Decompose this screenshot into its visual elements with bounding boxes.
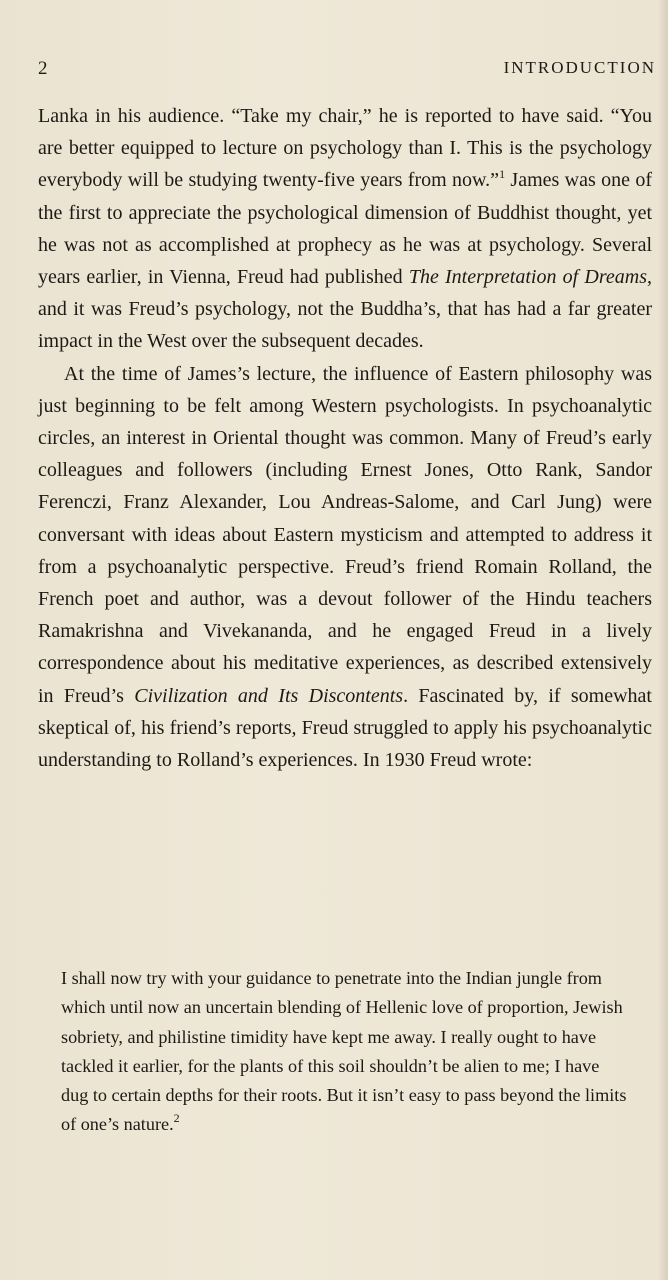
footnote-ref-2: 2: [173, 1111, 180, 1126]
book-title-interpretation-of-dreams: The Interpretation of Dreams: [408, 266, 647, 289]
paragraph-1-text-b: James was one of the first to appreciate the psychological dimension of Buddhist thought, yet he was not as accomplished at prophecy as he was at psychology. Several years earlier, in Vienna, Freud had published: [38, 169, 652, 289]
page-number: 2: [38, 58, 49, 79]
paragraph-2-text-a: At the time of James’s lecture, the influence of Eastern philosophy was just beginning to be felt among Western psychologists. In psychoanalytic circles, an interest in Oriental thought was common. Many of Freud’s early colleagues and followers (including Ernest Jones, Otto Rank, Sandor Ferenczi, Franz Alexander, Lou Andreas-Salome, and Carl Jung) were conversant with ideas about Eastern mysticism and attempted to address it from a psychoanalytic perspective. Freud’s friend Romain Rolland, the French poet and author, was a devout follower of the Hindu teachers Ramakrishna and Vivekananda, and he engaged Freud in a lively correspondence about his meditative experiences, as described extensively in Freud’s: [38, 362, 652, 707]
paragraph-1-text-a: Lanka in his audience. “Take my chair,” he is reported to have said. “You are better equipped to lecture on psychology than I. This is the psychology everybody will be studying twenty-five years from now.”: [38, 105, 652, 192]
footnote-ref-1: 1: [499, 167, 506, 182]
paragraph-2: [38, 358, 652, 777]
paragraph-1-text-c: , and it was Freud’s psychology, not the Buddha’s, that has had a far greater impact in the West over the subsequent decades.: [38, 266, 652, 353]
paragraph-2-text-b: . Fascinated by, if somewhat skeptical of, his friend’s reports, Freud struggled to apply his psychoanalytic understanding to Rolland’s experiences. In 1930 Freud wrote:: [38, 684, 652, 772]
book-title-civilization-and-its-discontents: Civilization and Its Discontents: [134, 684, 404, 707]
quote-text: I shall now try with your guidance to penetrate into the Indian jungle from which until now an uncertain blending of Hellenic love of proportion, Jewish sobriety, and philistine timidity have kept me away. I really ought to have tackled it earlier, for the plants of this soil shouldn’t be alien to me; I have dug to certain depths for their roots. But it isn’t easy to pass beyond the limits of one’s nature.: [61, 968, 627, 1135]
page-edge-shadow: [658, 0, 668, 1280]
body-text: [38, 100, 652, 776]
paragraph-1: [38, 100, 652, 358]
running-head: INTRODUCTION: [503, 58, 656, 77]
quote-paragraph: [61, 964, 631, 1140]
block-quote: [61, 964, 631, 1140]
